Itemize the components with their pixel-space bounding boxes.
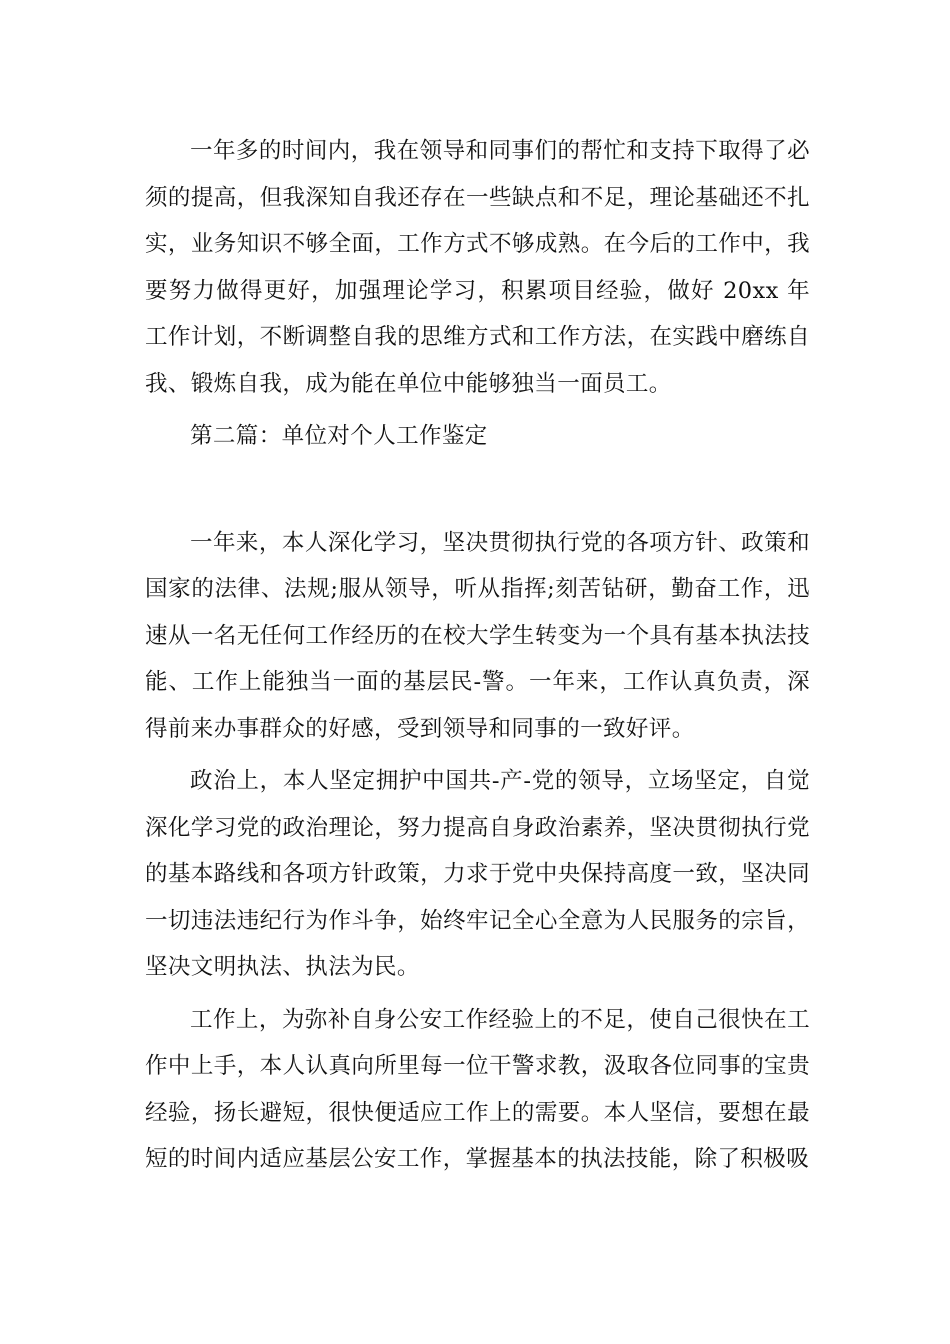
paragraph-intro-summary: 一年多的时间内，我在领导和同事们的帮忙和支持下取得了必须的提高，但我深知自我还存在一些缺点和不足，理论基础还不扎实，业务知识不够全面，工作方式不够成熟。在今后的工作中，我要努力做得更好，加强理论学习，积累项目经验，做好 20xx 年工作计划，不断调整自我的思维方式和工作方法，在实践中磨练自我、锻炼自我，成为能在单位中能够独当一面员工。 xyxy=(145,138,810,397)
document-body xyxy=(145,128,810,1183)
paragraph-work: 工作上，为弥补自身公安工作经验上的不足，使自己很快在工作中上手，本人认真向所里每一位干警求教，汲取各位同事的宝贵经验，扬长避短，很快便适应工作上的需要。本人坚信，要想在最短的时间内适应基层公安工作，掌握基本的执法技能，除了积极吸 xyxy=(145,1006,810,1172)
paragraph-overview: 一年来，本人深化学习，坚决贯彻执行党的各项方针、政策和国家的法律、法规;服从领导，听从指挥;刻苦钻研，勤奋工作，迅速从一名无任何工作经历的在校大学生转变为一个具有基本执法技能、工作上能独当一面的基层民-警。一年来，工作认真负责，深得前来办事群众的好感，受到领导和同事的一致好评。 xyxy=(145,529,810,742)
section-heading: 第二篇：单位对个人工作鉴定 xyxy=(190,423,488,449)
paragraph-political: 政治上，本人坚定拥护中国共-产-党的领导，立场坚定，自觉深化学习党的政治理论，努力提高自身政治素养，坚决贯彻执行党的基本路线和各项方针政策，力求于党中央保持高度一致，坚决同一切违法违纪行为作斗争，始终牢记全心全意为人民服务的宗旨，坚决文明执法、执法为民。 xyxy=(145,768,810,980)
